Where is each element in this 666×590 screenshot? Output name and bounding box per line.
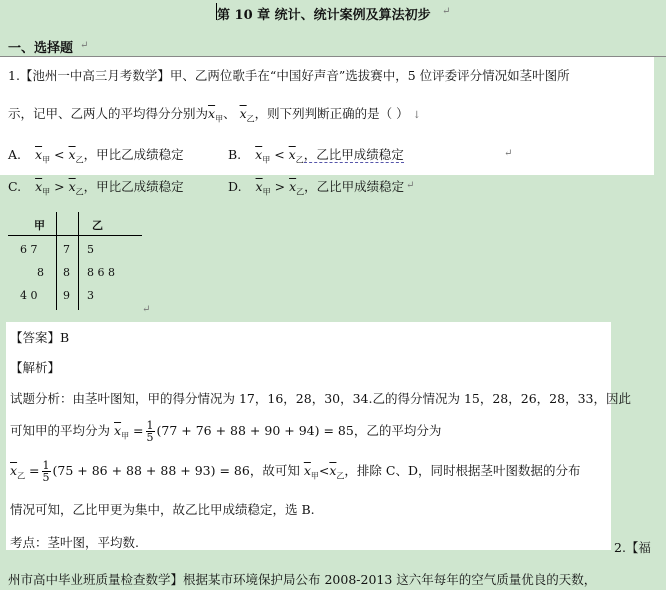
analysis-label: 【解析】 (10, 360, 61, 375)
stem-leaf-divider-left (56, 212, 57, 310)
stem-leaf-right-row-3: 3 (87, 289, 94, 302)
paragraph-mark: ↵ (406, 180, 415, 191)
question-1-line-2: 示，记甲、乙两人的平均得分分别为$\overline{x}_甲$、 $\overline{x}_乙$，则下列判断正确的是（ ） ↓ (8, 106, 421, 124)
section-heading: 一、选择题 (8, 41, 74, 56)
answer-line: 【答案】B (10, 330, 70, 345)
stem-leaf-header-rule (8, 235, 142, 236)
option-a: A. $\overline{x}_甲 < \overline{x}_乙$，甲比乙成绩稳定 (8, 147, 184, 165)
stem-leaf-header-jia: 甲 (34, 219, 45, 232)
stem-leaf-divider-right (78, 212, 79, 310)
question-2-line-1: 州市高中毕业班质量检查数学】根据某市环境保护局公布 2008-2013 这六年每年的空气质量优良的天数， (8, 572, 597, 587)
question-1-line-1: 1.【池州一中高三月考数学】甲、乙两位歌手在“中国好声音”选拔赛中，5 位评委评分情况如茎叶图所 (8, 68, 570, 83)
stem-leaf-left-row-3: 4 0 (20, 289, 38, 302)
chapter-title: 第 10 章 统计、统计案例及算法初步 (217, 8, 431, 23)
fraction-one-fifth: $\frac{1}{5}$ (42, 459, 50, 484)
analysis-paragraph-4: 情况可知，乙比甲更为集中，故乙比甲成绩稳定，选 B. (10, 502, 315, 517)
stem-leaf-stem-row-2: 8 (63, 266, 70, 279)
analysis-paragraph-1: 试题分析：由茎叶图知，甲的得分情况为 17，16，28，30，34.乙的得分情况为 15，28，26，28，33，因此 (10, 391, 631, 406)
paragraph-mark: ↵ (80, 40, 89, 51)
option-d: D. $\overline{x}_甲 > \overline{x}_乙$，乙比甲成绩稳定 (228, 179, 405, 197)
stem-leaf-left-row-1: 6 7 (20, 243, 38, 256)
knowledge-points: 考点：茎叶图，平均数. (10, 535, 139, 550)
paragraph-mark: ↵ (442, 6, 451, 17)
stem-leaf-header-yi: 乙 (92, 219, 103, 232)
stem-leaf-right-row-1: 5 (87, 243, 94, 256)
question-2-start: 2.【福 (614, 540, 651, 555)
analysis-paragraph-3: $\overline{x}_乙$ = $\frac{1}{5}$ (75 + 86 + 88 + 88 + 93) = 86，故可知 $\overline{x}_甲<\overline{x}_乙$，排除 C、D，同时根据茎叶图数据的分布 (10, 459, 581, 484)
analysis-paragraph-2: 可知甲的平均分为 $\overline{x}_甲$ = $\frac{1}{5}$ (77 + 76 + 88 + 90 + 94) = 85，乙的平均分为 (10, 419, 442, 444)
stem-leaf-right-row-2: 8 6 8 (87, 266, 115, 279)
option-b: B. $\overline{x}_甲 < \overline{x}_乙$，乙比甲成绩稳定 (228, 147, 404, 165)
stem-leaf-stem-row-1: 7 (63, 243, 70, 256)
stem-leaf-left-row-2: 8 (37, 266, 44, 279)
paragraph-mark: ↵ (504, 148, 513, 159)
fraction-one-fifth: $\frac{1}{5}$ (146, 419, 154, 444)
stem-leaf-stem-row-3: 9 (63, 289, 70, 302)
paragraph-mark: ↵ (142, 304, 151, 315)
option-c: C. $\overline{x}_甲 > \overline{x}_乙$，甲比乙成绩稳定 (8, 179, 184, 197)
